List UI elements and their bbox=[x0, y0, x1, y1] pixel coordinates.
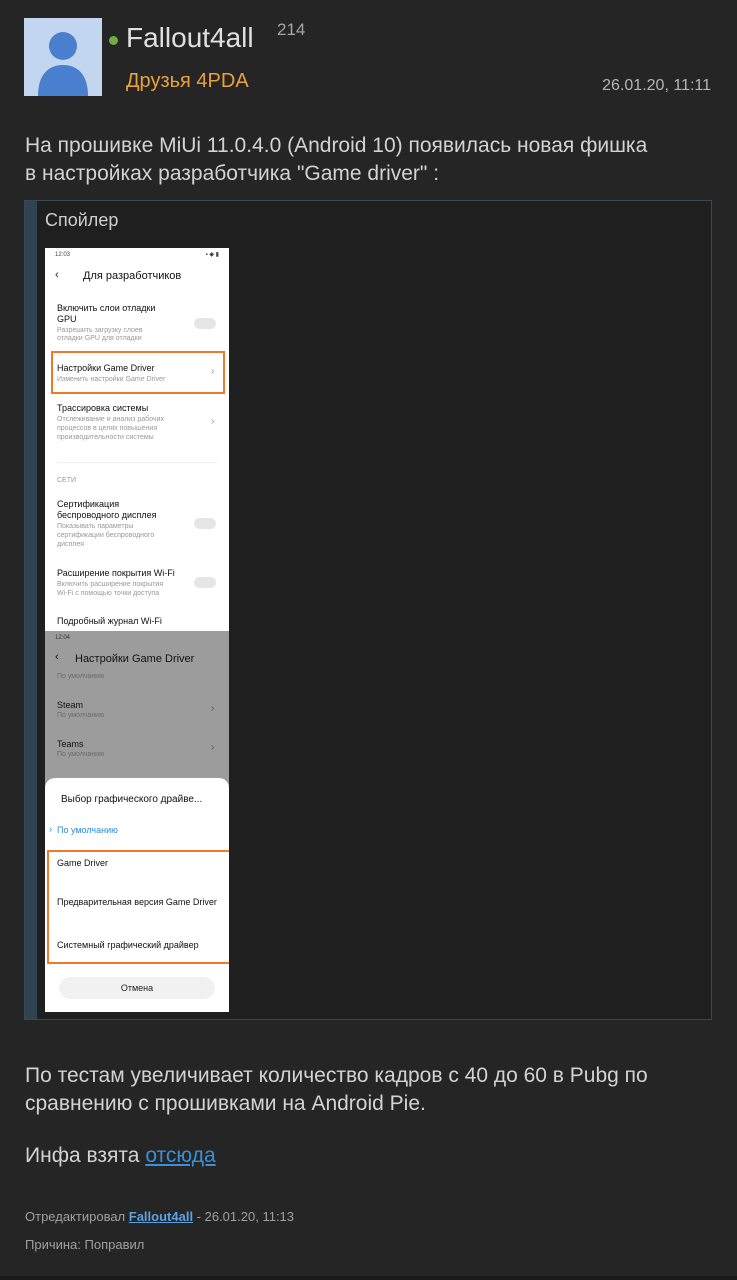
option-game-driver: Game Driver bbox=[57, 858, 109, 868]
back-icon: ‹ bbox=[55, 269, 59, 281]
post-text-line: в настройках разработчика "Game driver" : bbox=[25, 162, 440, 185]
editor-link[interactable]: Fallout4all bbox=[128, 1209, 194, 1224]
setting-subtitle: Показывать параметры bbox=[57, 523, 134, 530]
attached-screenshot[interactable] bbox=[45, 248, 229, 1012]
status-time: 12:03 bbox=[55, 252, 71, 258]
setting-subtitle: дисплея bbox=[57, 541, 85, 548]
section-header: СЕТИ bbox=[57, 477, 77, 484]
setting-title: беспроводного дисплея bbox=[57, 510, 157, 520]
setting-subtitle: Отслеживание и анализ рабочих bbox=[57, 416, 164, 423]
check-icon: › bbox=[49, 824, 52, 834]
post-text-line: сравнению с прошивками на Android Pie. bbox=[25, 1092, 426, 1115]
setting-title: Трассировка системы bbox=[57, 403, 149, 413]
post-date: 26.01.20, 11:11 bbox=[602, 77, 711, 94]
cancel-button: Отмена bbox=[59, 977, 215, 999]
default-label: По умолчанию bbox=[57, 673, 105, 680]
wifi-extension-toggle bbox=[194, 577, 216, 588]
avatar[interactable] bbox=[24, 18, 102, 96]
option-default: По умолчанию bbox=[57, 825, 118, 835]
bottom-edge bbox=[0, 1276, 737, 1280]
chevron-right-icon: › bbox=[211, 703, 215, 714]
app-name: Teams bbox=[57, 739, 84, 749]
edited-date: - 26.01.20, 11:13 bbox=[193, 1209, 295, 1224]
chevron-right-icon: › bbox=[211, 366, 215, 377]
sheet-title: Выбор графического драйве... bbox=[61, 794, 203, 805]
chevron-right-icon: › bbox=[211, 416, 215, 427]
option-system-driver: Системный графический драйвер bbox=[57, 940, 199, 950]
setting-title: Сертификация bbox=[57, 499, 120, 509]
reputation-count[interactable]: 214 bbox=[277, 20, 306, 39]
user-silhouette-icon bbox=[24, 18, 102, 96]
spoiler-bar bbox=[25, 201, 37, 1019]
chevron-right-icon: › bbox=[211, 742, 215, 753]
driver-selection-sheet bbox=[45, 778, 229, 1012]
source-prefix: Инфа взята bbox=[25, 1144, 146, 1167]
post-text-line: По тестам увеличивает количество кадров с 40 до 60 в Pubg по bbox=[25, 1064, 648, 1087]
setting-title: Расширение покрытия Wi-Fi bbox=[57, 568, 175, 578]
source-line bbox=[25, 1142, 715, 1170]
setting-subtitle: Разрешить загрузку слоев bbox=[57, 327, 143, 334]
app-driver: По умолчанию bbox=[57, 712, 105, 719]
edited-info bbox=[25, 1209, 294, 1224]
post-text-line: На прошивке MiUi 11.0.4.0 (Android 10) появилась новая фишка bbox=[25, 134, 648, 157]
setting-title: Включить слои отладки bbox=[57, 303, 156, 313]
spoiler-block bbox=[24, 200, 712, 1020]
user-group: Друзья 4PDA bbox=[126, 70, 249, 92]
back-icon: ‹ bbox=[55, 651, 59, 663]
edited-prefix: Отредактировал bbox=[25, 1209, 129, 1224]
option-prerelease-driver: Предварительная версия Game Driver bbox=[57, 897, 217, 907]
status-icons: ▪ ◆ ▮ bbox=[205, 252, 219, 258]
setting-subtitle: процессов в целях повышения bbox=[57, 425, 158, 432]
setting-subtitle: производительности системы bbox=[57, 434, 154, 441]
online-status-icon bbox=[109, 36, 118, 45]
gpu-debug-toggle bbox=[194, 318, 216, 329]
setting-title: GPU bbox=[57, 314, 77, 324]
status-time: 12:04 bbox=[55, 635, 71, 641]
setting-subtitle: Включить расширение покрытия bbox=[57, 581, 164, 588]
screen-title: Настройки Game Driver bbox=[75, 653, 195, 665]
setting-title: Подробный журнал Wi-Fi bbox=[57, 616, 162, 626]
author-name[interactable]: Fallout4all bbox=[126, 22, 254, 53]
wireless-display-toggle bbox=[194, 518, 216, 529]
setting-subtitle: отладки GPU для отладки bbox=[57, 335, 142, 342]
spoiler-title[interactable]: Спойлер bbox=[45, 210, 119, 230]
app-driver: По умолчанию bbox=[57, 751, 105, 758]
setting-subtitle: сертификации беспроводного bbox=[57, 532, 155, 539]
setting-title: Настройки Game Driver bbox=[57, 363, 155, 373]
setting-subtitle: Wi-Fi с помощью точки доступа bbox=[57, 590, 160, 597]
source-link[interactable]: отсюда bbox=[145, 1144, 216, 1167]
app-name: Steam bbox=[57, 700, 84, 710]
divider bbox=[57, 462, 217, 463]
edit-reason: Причина: Поправил bbox=[25, 1237, 145, 1252]
setting-subtitle: Изменить настройки Game Driver bbox=[57, 376, 166, 383]
screen-title: Для разработчиков bbox=[83, 270, 182, 282]
